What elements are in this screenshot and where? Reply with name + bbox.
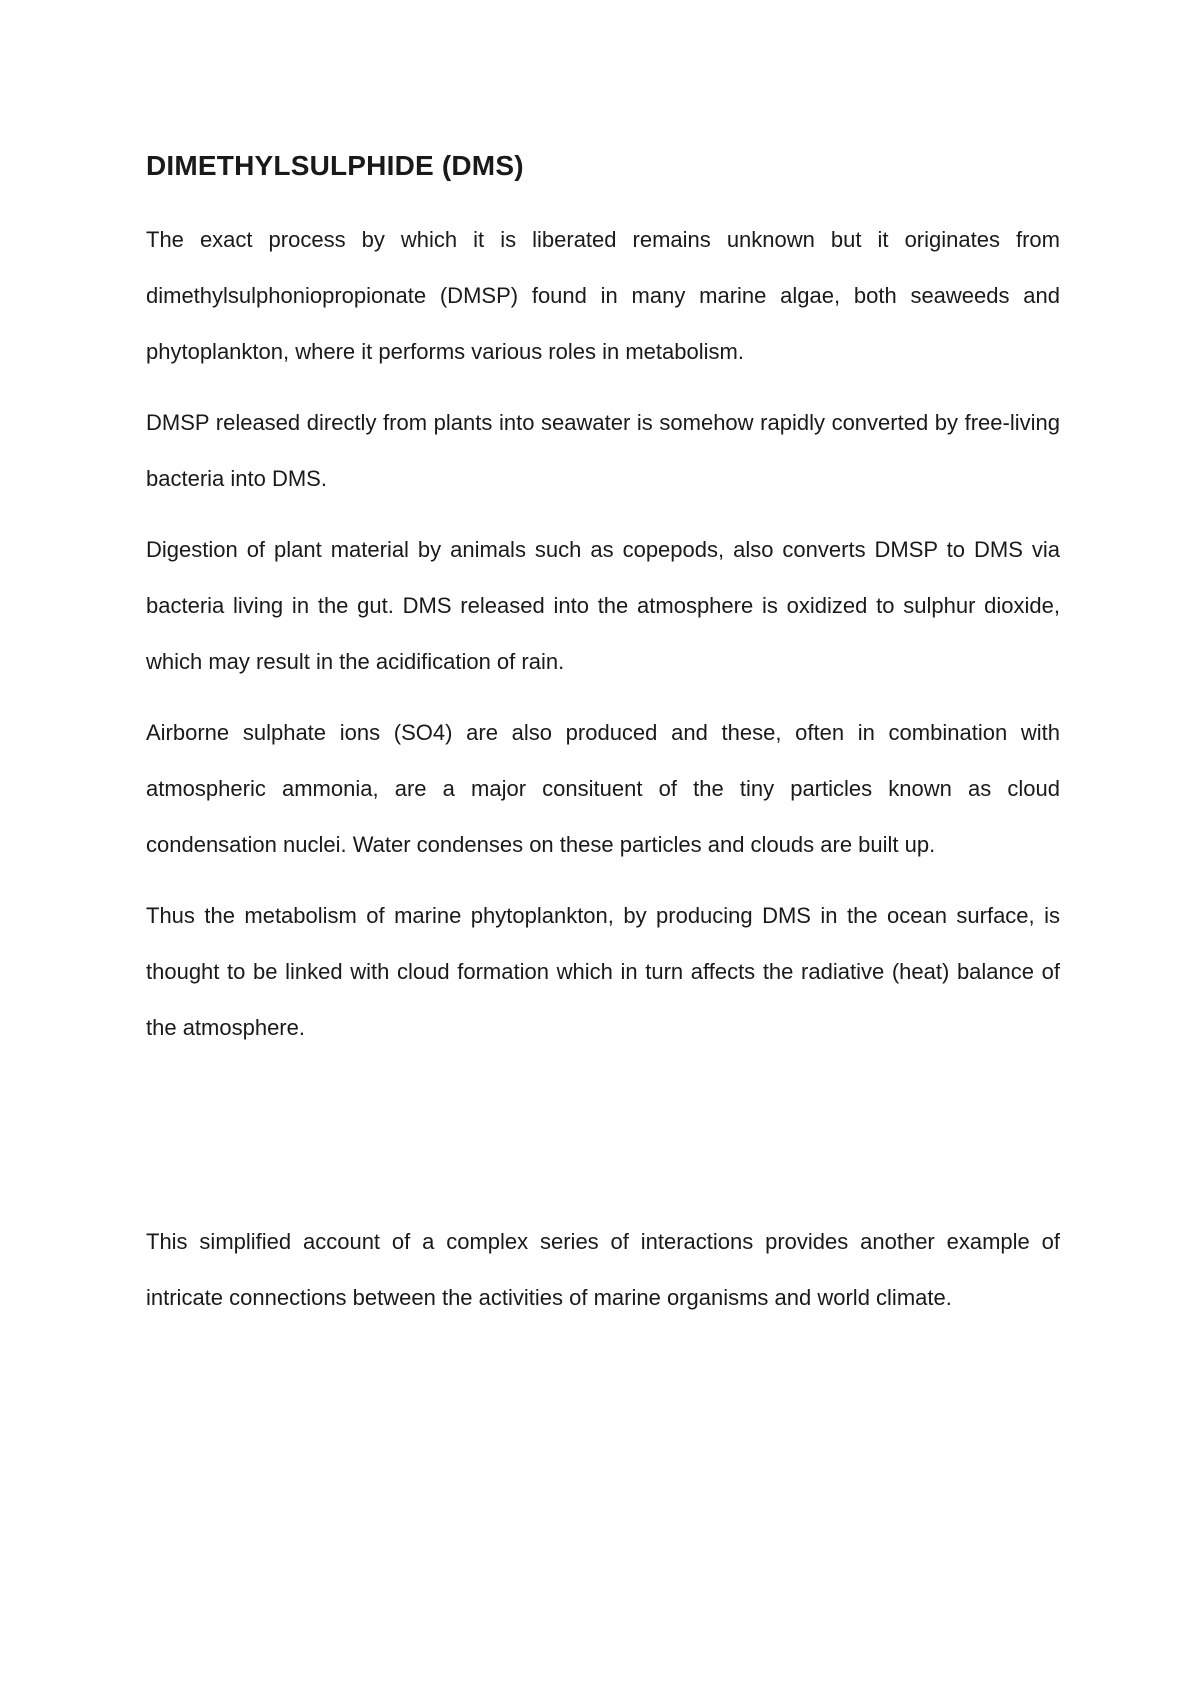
paragraph-cloud-formation: Thus the metabolism of marine phytoplankton, by producing DMS in the ocean surface, is thought to be linked with cloud formation which in turn affects the radiative (heat) balance of the atmosphere. <box>146 903 1060 1040</box>
document-body <box>146 148 1060 1341</box>
document-title: DIMETHYLSULPHIDE (DMS) <box>146 150 524 181</box>
paragraph-sulphate-ions: Airborne sulphate ions (SO4) are also produced and these, often in combination with atmospheric ammonia, are a major consituent of the tiny particles known as cloud condensation nuclei. Water condenses on these particles and clouds are built up. <box>146 720 1060 857</box>
paragraph-dms-origin: The exact process by which it is liberated remains unknown but it originates from dimethylsulphoniopropionate (DMSP) found in many marine algae, both seaweeds and phytoplankton, where it performs various roles in metabolism. <box>146 227 1060 364</box>
paragraph-conclusion: This simplified account of a complex series of interactions provides another example of intricate connections between the activities of marine organisms and world climate. <box>146 1229 1060 1310</box>
paragraph-dmsp-conversion: DMSP released directly from plants into seawater is somehow rapidly converted by free-living bacteria into DMS. <box>146 410 1060 491</box>
paragraph-digestion: Digestion of plant material by animals such as copepods, also converts DMSP to DMS via bacteria living in the gut. DMS released into the atmosphere is oxidized to sulphur dioxide, which may result in the acidification of rain. <box>146 537 1060 674</box>
